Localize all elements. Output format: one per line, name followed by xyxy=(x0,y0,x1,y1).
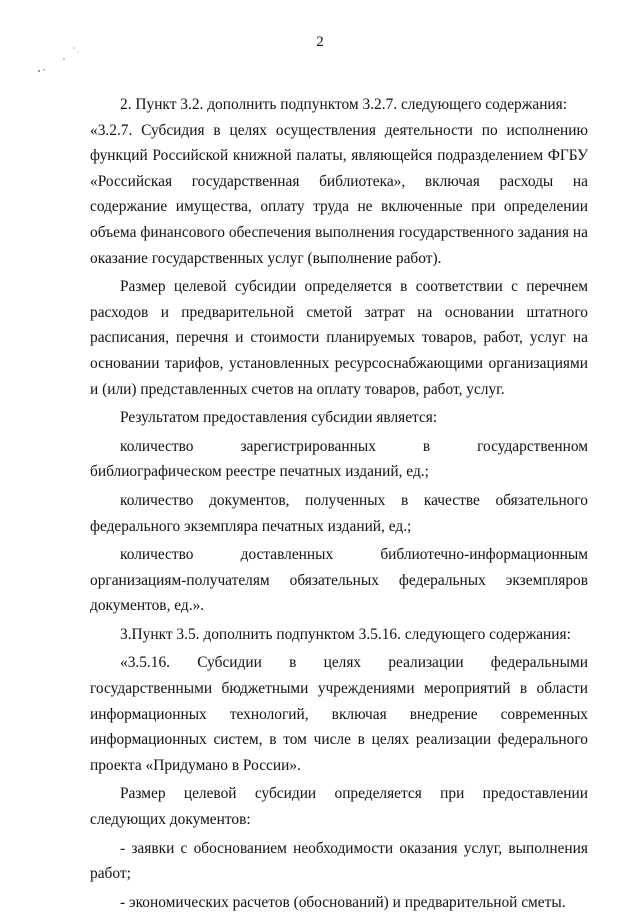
paragraph-item-2: 2. Пункт 3.2. дополнить подпунктом 3.2.7. следующего содержания: xyxy=(120,96,568,113)
paragraph-item-3: 3.Пункт 3.5. дополнить подпунктом 3.5.16. следующего содержания: xyxy=(120,625,571,643)
paragraph-subsidy-size: Размер целевой субсидии определяется в соответствии с перечнем расходов и предварительной сметой затрат на основании штатного расписания, перечня и стоимости планируемых товаров, работ, услуг на основании тарифов, установленных ресурсоснабжающими организациями и (или) представленных счетов на оплату товаров, работ, услуг. xyxy=(90,278,588,398)
result-indicator-delivered: количество доставленных библиотечно-информационным организациям-получателям обязательных федеральных экземпляров документов, ед.». xyxy=(90,546,588,615)
document-list-item: - экономических расчетов (обоснований) и предварительной сметы. xyxy=(120,893,566,911)
scan-specks xyxy=(34,44,84,74)
subparagraph-3-5-16: «3.5.16. Субсидии в целях реализации федеральными государственными бюджетными учреждениями мероприятий в области информационных технологий, включая внедрение современных информационных систем, в том числе в целях реализации федерального проекта «Придумано в России». xyxy=(90,654,588,774)
paragraph-result-intro: Результатом предоставления субсидии является: xyxy=(120,409,438,427)
result-indicator-received: количество документов, полученных в качестве обязательного федерального экземпляра печатных изданий, ед.; xyxy=(90,491,588,535)
page-number: 2 xyxy=(316,34,324,50)
subparagraph-3-2-7: «3.2.7. Субсидия в целях осуществления деятельности по исполнению функций Российской книжной палаты, являющейся подразделением ФГБУ «Российская государственная библиотека», включая расходы на содержание имущества, оплату труда не включенные при определении объема финансового обеспечения выполнения государственного задания на оказание государственных услуг (выполнение работ). xyxy=(90,121,588,267)
paragraph-documents-intro: Размер целевой субсидии определяется при предоставлении следующих документов: xyxy=(90,785,588,829)
document-list-item: - заявки с обоснованием необходимости оказания услуг, выполнения работ; xyxy=(90,839,588,883)
result-indicator-registered: количество зарегистрированных в государственном библиографическом реестре печатных изданий, ед.; xyxy=(90,437,588,481)
document-body xyxy=(90,92,588,915)
